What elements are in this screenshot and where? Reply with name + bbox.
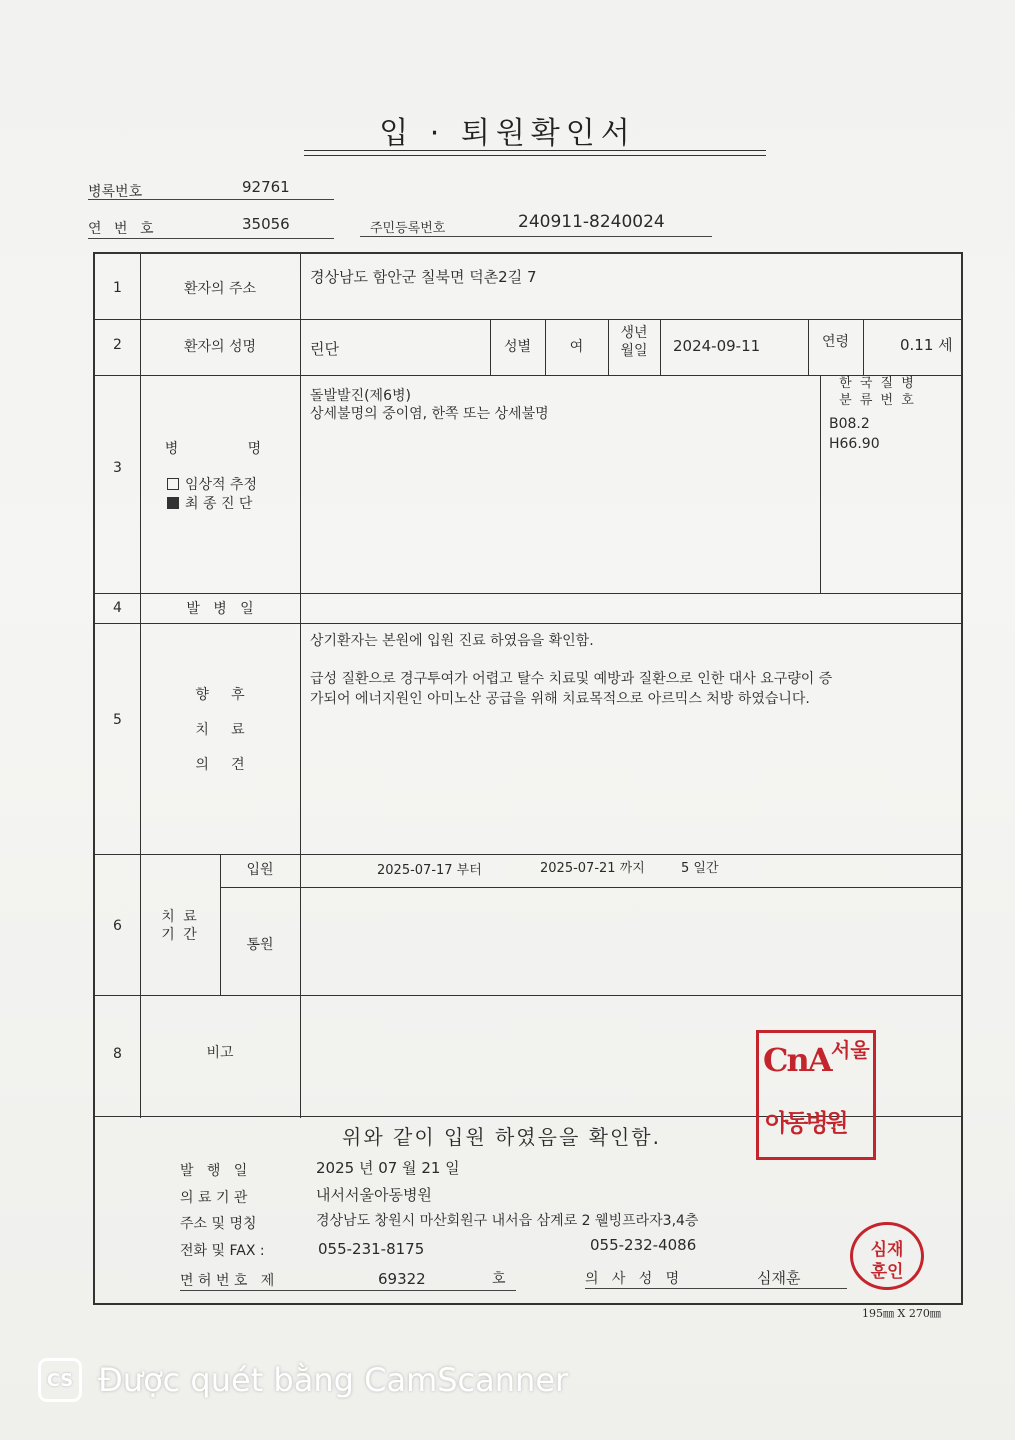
birth-label-line2: 월일 [620, 343, 648, 359]
issue-date: 2025 년 07 월 21 일 [316, 1159, 460, 1177]
row6-label-line2: 기 간 [161, 927, 199, 943]
age-value: 0.11 세 [900, 336, 953, 354]
stay-days: 5 일간 [681, 861, 719, 876]
opinion-line-3: 가되어 에너지원인 아미노산 공급을 위해 치료목적으로 아르믹스 처방 하였습니다. [310, 691, 810, 707]
kcd-code-2: H66.90 [829, 436, 880, 452]
row8-label: 비고 [206, 1045, 234, 1061]
stay-from: 2025-07-17 부터 [377, 863, 482, 878]
license-label: 면 허 번 호 제 [180, 1273, 275, 1289]
row-divider-6 [95, 995, 961, 996]
birth-label-line1: 생년 [620, 325, 648, 341]
license-suffix: 호 [492, 1271, 506, 1287]
r2-div-d [660, 319, 661, 375]
resident-no-underline [360, 236, 712, 237]
row4-label: 발 병 일 [186, 601, 254, 617]
r2-div-f [863, 319, 864, 375]
outpatient-label: 통원 [246, 937, 274, 953]
birth-date: 2024-09-11 [673, 337, 761, 355]
diagnosis-2: 상세불명의 중이염, 한쪽 또는 상세불명 [310, 406, 549, 422]
opinion-line-2: 급성 질환으로 경구투여가 어렵고 탈수 치료및 예방과 질환으로 인한 대사 요구량이 증 [310, 671, 833, 687]
kcd-label-line2: 분 류 번 호 [839, 393, 916, 408]
row4-num: 4 [113, 600, 122, 616]
serial-value: 35056 [242, 215, 290, 233]
institution-name: 내서서울아동병원 [316, 1186, 432, 1204]
paper-size: 195㎜ X 270㎜ [862, 1307, 941, 1320]
diagnosis-1: 돌발발진(제6병) [310, 388, 411, 404]
serial-underline [88, 238, 334, 239]
row-divider-4 [95, 623, 961, 624]
row1-num: 1 [113, 280, 122, 296]
seal-text-3: 아동병원 [765, 1108, 846, 1137]
age-label: 연령 [821, 334, 850, 350]
hospital-seal [756, 1030, 876, 1160]
row3-label: 병 명 [164, 441, 276, 457]
license-number: 69322 [378, 1270, 426, 1288]
row-divider-3 [95, 593, 961, 594]
doctor-name: 심재훈 [757, 1269, 801, 1287]
row-divider-1 [95, 319, 961, 320]
resident-no-label: 주민등록번호 [370, 221, 446, 236]
title-underline [304, 150, 766, 151]
inpatient-label: 입원 [246, 862, 274, 878]
birth-label [608, 324, 660, 360]
kcd-label [820, 375, 935, 409]
row-divider-5 [95, 854, 961, 855]
option-final [167, 493, 252, 513]
camscanner-watermark [38, 1358, 568, 1402]
row5-label-2: 치 료 [195, 722, 245, 738]
row2-label: 환자의 성명 [183, 339, 257, 355]
license-underline [180, 1290, 516, 1291]
clinical-label: 임상적 추정 [185, 477, 258, 493]
patient-name: 린단 [310, 340, 339, 358]
row6-num: 6 [113, 918, 122, 934]
seal-text-1: CnA [763, 1041, 831, 1079]
camscanner-logo-icon: CS [38, 1358, 82, 1402]
phone-number: 055-231-8175 [318, 1240, 425, 1258]
sex-label: 성별 [503, 339, 532, 355]
fax-number: 055-232-4086 [590, 1236, 697, 1254]
issue-date-label: 발 행 일 [180, 1163, 248, 1179]
row5-num: 5 [113, 712, 122, 728]
opinion-line-1: 상기환자는 본원에 입원 진료 하였음을 확인함. [310, 633, 594, 649]
title-underline-2 [304, 155, 766, 156]
col-label-divider [300, 254, 301, 1118]
stay-to: 2025-07-21 까지 [540, 861, 645, 876]
record-no-label: 병록번호 [88, 184, 143, 200]
resident-no-value: 240911-8240024 [518, 212, 665, 232]
option-clinical [167, 474, 257, 494]
patient-address: 경상남도 함안군 칠북면 덕촌2길 7 [310, 268, 537, 286]
seal-text-2: 서울 [831, 1038, 870, 1062]
sex-value: 여 [569, 339, 584, 355]
final-label: 최 종 진 단 [185, 496, 253, 512]
document-title: 입 · 퇴원확인서 [379, 116, 636, 151]
institution-label: 의 료 기 관 [180, 1190, 248, 1206]
final-checkbox [167, 497, 179, 509]
row6-label-line1: 치 료 [161, 909, 199, 925]
doctor-seal-text-1: 심재 [870, 1240, 904, 1260]
address-label: 주소 및 명칭 [180, 1216, 257, 1232]
serial-label: 연 번 호 [88, 221, 158, 237]
row1-label: 환자의 주소 [183, 281, 257, 297]
kcd-label-line1: 한 국 질 병 [839, 376, 916, 391]
doctor-seal-text-2: 훈인 [870, 1262, 904, 1282]
r6-div-b [220, 887, 961, 888]
doctor-label: 의 사 성 명 [585, 1271, 680, 1287]
row6-label [140, 908, 220, 944]
row5-label-1: 향 후 [195, 687, 245, 703]
clinical-checkbox [167, 478, 179, 490]
kcd-code-1: B08.2 [829, 416, 870, 432]
row3-num: 3 [113, 460, 122, 476]
record-no-value: 92761 [242, 178, 290, 196]
row2-num: 2 [113, 337, 122, 353]
doctor-underline [585, 1288, 847, 1289]
doctor-seal [850, 1222, 924, 1290]
hospital-address: 경상남도 창원시 마산회원구 내서읍 삼계로 2 웰빙프라자3,4층 [316, 1213, 699, 1229]
confirm-statement: 위와 같이 입원 하였음을 확인함. [342, 1125, 661, 1149]
record-no-underline [88, 199, 334, 200]
row8-num: 8 [113, 1046, 122, 1062]
camscanner-text: Được quét bằng CamScanner [98, 1361, 569, 1399]
phone-label: 전화 및 FAX : [180, 1243, 265, 1259]
row5-label-3: 의 견 [195, 757, 245, 773]
